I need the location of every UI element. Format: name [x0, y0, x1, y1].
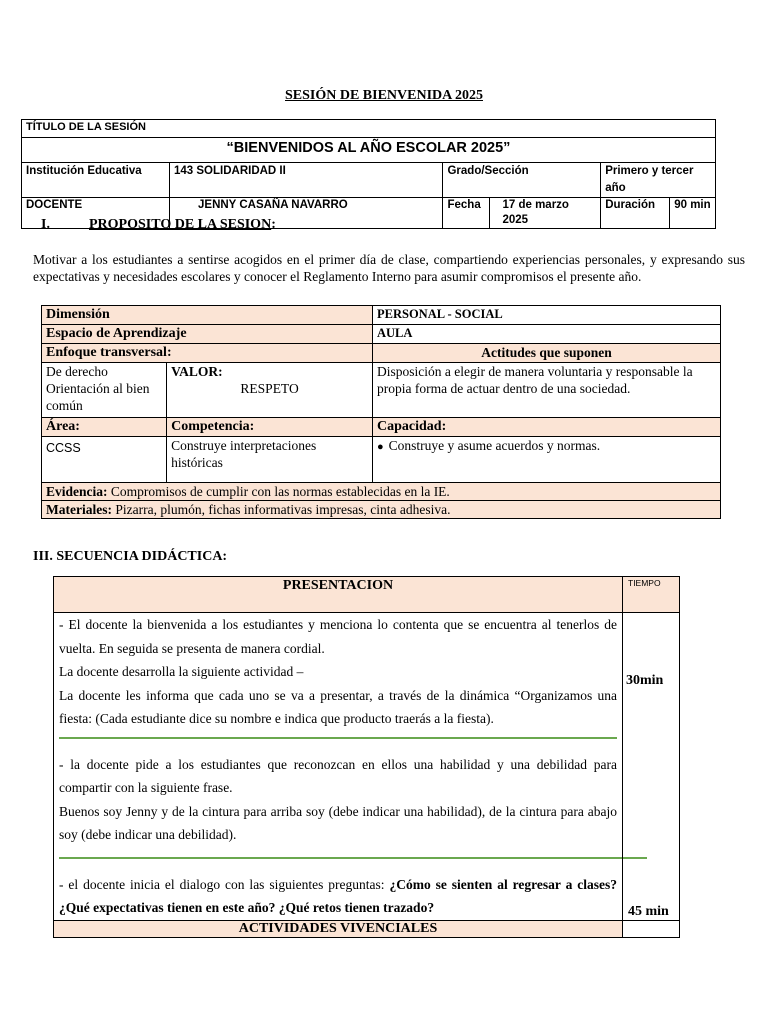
- section-1-heading: [41, 217, 276, 233]
- session-title-value: “BIENVENIDOS AL AÑO ESCOLAR 2025”: [22, 138, 716, 163]
- activity-paragraph: La docente desarrolla la siguiente actividad –: [59, 664, 304, 679]
- enfoque-label: Enfoque transversal:: [42, 344, 373, 363]
- evidencia-value: Compromisos de cumplir con las normas establecidas en la IE.: [107, 484, 450, 499]
- purpose-paragraph: Motivar a los estudiantes a sentirse acogidos en el primer día de clase, compartiendo experiencias personales, y expresando sus expectativas y necesidades escolares y conocer el Reglamento Interno para asumir compromisos el presente año.: [33, 252, 745, 284]
- institucion-value: 143 SOLIDARIDAD II: [170, 163, 443, 198]
- fecha-label: Fecha: [443, 198, 490, 229]
- presentacion-body: [54, 613, 623, 921]
- evidencia-row: [42, 483, 721, 501]
- duracion-value: 90 min: [670, 198, 716, 229]
- capacidad-cell: [373, 437, 721, 483]
- dimension-table: [41, 305, 721, 519]
- section-1-title: PROPOSITO DE LA SESION: [89, 217, 272, 232]
- materiales-row: [42, 501, 721, 519]
- presentacion-header: PRESENTACION: [54, 577, 623, 613]
- green-divider: [59, 857, 647, 859]
- docente-label: DOCENTE: [22, 198, 170, 229]
- competencia-label: Competencia:: [167, 418, 373, 437]
- activity-paragraph: - El docente la bienvenida a los estudiantes y menciona lo contenta que se encuentra al tenerlos de vuelta. En seguida se presenta de manera cordial.: [59, 617, 617, 656]
- institucion-label: Institución Educativa: [22, 163, 170, 198]
- docente-value: JENNY CASAÑA NAVARRO: [170, 198, 443, 229]
- grado-label: Grado/Sección: [443, 163, 601, 198]
- valor-label: VALOR:: [171, 364, 223, 379]
- activity-paragraph: La docente les informa que cada uno se va a presentar, a través de la dinámica “Organizamos una fiesta: (Cada estudiante dice su nombre e indica que producto traerás a la fiesta).: [59, 687, 617, 726]
- tiempo-cell: [623, 613, 680, 921]
- sequence-table: [53, 576, 680, 938]
- capacidad-label: Capacidad:: [373, 418, 721, 437]
- fecha-value: 17 de marzo 2025: [490, 198, 601, 229]
- dimension-value: PERSONAL - SOCIAL: [373, 306, 721, 325]
- valor-cell: [167, 363, 373, 418]
- question-intro: - el docente inicia el dialogo con las siguientes preguntas:: [59, 876, 390, 892]
- actitudes-value: Disposición a elegir de manera voluntaria y responsable la propia forma de actuar dentro de una sociedad.: [373, 363, 721, 418]
- materiales-label: Materiales:: [46, 502, 112, 517]
- session-header-table: [21, 119, 716, 229]
- espacio-value: AULA: [373, 325, 721, 344]
- duracion-label: Duración: [601, 198, 670, 229]
- bullet-icon: ●: [377, 441, 384, 453]
- tiempo-header: TIEMPO: [623, 577, 680, 613]
- evidencia-label: Evidencia:: [46, 484, 108, 499]
- section-1-colon: :: [271, 217, 276, 232]
- materiales-value: Pizarra, plumón, fichas informativas impresas, cinta adhesiva.: [111, 502, 451, 517]
- actividades-header: ACTIVIDADES VIVENCIALES: [54, 920, 623, 937]
- enfoque-value: De derecho Orientación al bien común: [42, 363, 167, 418]
- tiempo-cell-bottom: [623, 920, 680, 937]
- area-value: CCSS: [42, 437, 167, 483]
- actitudes-label: Actitudes que suponen: [373, 344, 721, 363]
- capacidad-value: Construye y asume acuerdos y normas.: [388, 438, 601, 453]
- section-1-number: I.: [41, 217, 50, 232]
- session-title-label: TÍTULO DE LA SESIÓN: [22, 120, 716, 138]
- section-3-heading: III. SECUENCIA DIDÁCTICA:: [33, 549, 228, 564]
- competencia-value: Construye interpretaciones históricas: [167, 437, 373, 483]
- activity-paragraph: Buenos soy Jenny y de la cintura para arriba soy (debe indicar una habilidad), de la cintura para abajo soy (debe indicar una debilidad).: [59, 803, 617, 842]
- questions-paragraph: [59, 873, 617, 920]
- questions-text: ¿Cómo se sienten al regresar a clases? ¿Qué expectativas tienen en este año? ¿Qué retos tienen trazado?: [59, 876, 617, 915]
- area-label: Área:: [42, 418, 167, 437]
- document-title: SESIÓN DE BIENVENIDA 2025: [285, 88, 483, 103]
- valor-value: RESPETO: [240, 381, 299, 396]
- tiempo-45: 45 min: [628, 903, 669, 919]
- grado-value: Primero y tercer año: [601, 163, 716, 198]
- espacio-label: Espacio de Aprendizaje: [42, 325, 373, 344]
- activity-paragraph: - la docente pide a los estudiantes que reconozcan en ellos una habilidad y una debilidad para compartir con la siguiente frase.: [59, 756, 617, 795]
- dimension-label: Dimensión: [42, 306, 373, 325]
- green-divider: [59, 737, 617, 739]
- tiempo-30: 30min: [626, 673, 664, 688]
